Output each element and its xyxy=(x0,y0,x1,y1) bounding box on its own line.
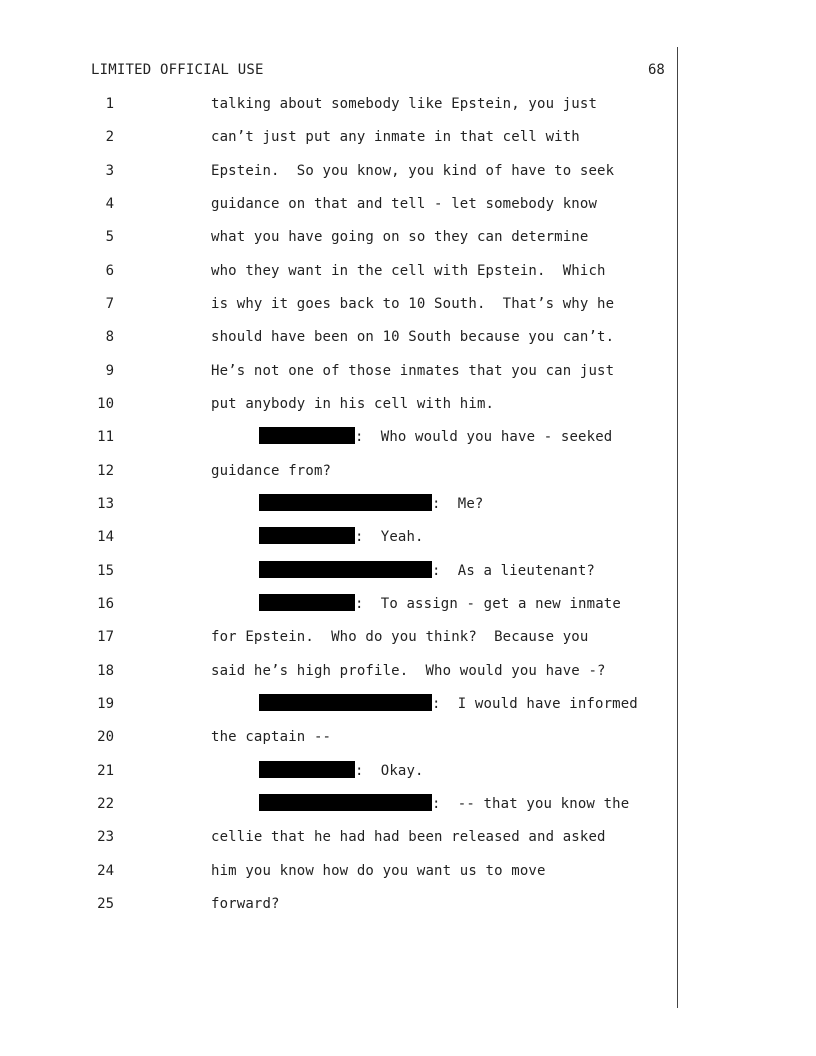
line-text: said he’s high profile. Who would you have -? xyxy=(211,663,606,679)
line-number: 1 xyxy=(105,96,114,112)
transcript-line xyxy=(0,361,676,381)
speaker-line xyxy=(259,561,595,581)
transcript-line xyxy=(0,861,676,881)
line-text: Epstein. So you know, you kind of have to seek xyxy=(211,163,615,179)
line-number: 5 xyxy=(105,229,114,245)
line-text: : I would have informed xyxy=(432,696,638,712)
line-number: 22 xyxy=(97,796,114,812)
line-number: 19 xyxy=(97,696,114,712)
transcript-line xyxy=(0,727,676,747)
transcript-line xyxy=(0,127,676,147)
line-number: 6 xyxy=(105,263,114,279)
line-number: 3 xyxy=(105,163,114,179)
line-number: 8 xyxy=(105,329,114,345)
line-number: 10 xyxy=(97,396,114,412)
transcript-line xyxy=(0,761,676,781)
speaker-line xyxy=(259,494,483,514)
page-number: 68 xyxy=(648,62,665,78)
transcript-line xyxy=(0,827,676,847)
speaker-line xyxy=(259,761,424,781)
transcript-line xyxy=(0,461,676,481)
speaker-line xyxy=(259,794,629,814)
line-text: who they want in the cell with Epstein. Which xyxy=(211,263,606,279)
transcript-line xyxy=(0,427,676,447)
page-header-classification: LIMITED OFFICIAL USE xyxy=(91,62,264,78)
redaction-bar xyxy=(259,494,432,511)
line-number: 20 xyxy=(97,729,114,745)
speaker-line xyxy=(259,527,424,547)
line-text: guidance from? xyxy=(211,463,332,479)
transcript-line xyxy=(0,561,676,581)
speaker-line xyxy=(259,694,638,714)
line-number: 24 xyxy=(97,863,114,879)
transcript-line xyxy=(0,494,676,514)
transcript-line xyxy=(0,694,676,714)
line-text: is why it goes back to 10 South. That’s why he xyxy=(211,296,615,312)
line-number: 15 xyxy=(97,563,114,579)
speaker-line xyxy=(259,427,612,447)
line-number: 13 xyxy=(97,496,114,512)
line-text: : To assign - get a new inmate xyxy=(355,596,621,612)
line-text: him you know how do you want us to move xyxy=(211,863,546,879)
redaction-bar xyxy=(259,561,432,578)
line-number: 4 xyxy=(105,196,114,212)
transcript-line xyxy=(0,527,676,547)
line-text: : Okay. xyxy=(355,763,424,779)
line-text: talking about somebody like Epstein, you just xyxy=(211,96,598,112)
line-number: 12 xyxy=(97,463,114,479)
line-text: : Yeah. xyxy=(355,529,424,545)
redaction-bar xyxy=(259,594,355,611)
line-text: for Epstein. Who do you think? Because you xyxy=(211,629,589,645)
redaction-bar xyxy=(259,761,355,778)
line-number: 23 xyxy=(97,829,114,845)
line-text: the captain -- xyxy=(211,729,332,745)
line-text: guidance on that and tell - let somebody know xyxy=(211,196,598,212)
redaction-bar xyxy=(259,794,432,811)
transcript-line xyxy=(0,261,676,281)
line-number: 9 xyxy=(105,363,114,379)
transcript-line xyxy=(0,794,676,814)
line-number: 14 xyxy=(97,529,114,545)
transcript-line xyxy=(0,594,676,614)
line-text: : As a lieutenant? xyxy=(432,563,595,579)
line-text: cellie that he had had been released and asked xyxy=(211,829,606,845)
line-text: should have been on 10 South because you can’t. xyxy=(211,329,615,345)
line-number: 17 xyxy=(97,629,114,645)
line-number: 18 xyxy=(97,663,114,679)
line-text: forward? xyxy=(211,896,280,912)
transcript-line xyxy=(0,94,676,114)
line-number: 21 xyxy=(97,763,114,779)
transcript-line xyxy=(0,894,676,914)
redaction-bar xyxy=(259,694,432,711)
transcript-line xyxy=(0,627,676,647)
line-text: can’t just put any inmate in that cell with xyxy=(211,129,580,145)
line-text: : Me? xyxy=(432,496,484,512)
transcript-line xyxy=(0,161,676,181)
redaction-bar xyxy=(259,427,355,444)
line-text: put anybody in his cell with him. xyxy=(211,396,495,412)
transcript-line xyxy=(0,294,676,314)
line-number: 2 xyxy=(105,129,114,145)
line-number: 16 xyxy=(97,596,114,612)
line-text: He’s not one of those inmates that you can just xyxy=(211,363,615,379)
redaction-bar xyxy=(259,527,355,544)
transcript-line xyxy=(0,394,676,414)
line-text: : Who would you have - seeked xyxy=(355,429,613,445)
line-number: 11 xyxy=(97,429,114,445)
line-text: what you have going on so they can determine xyxy=(211,229,589,245)
speaker-line xyxy=(259,594,621,614)
transcript-line xyxy=(0,194,676,214)
transcript-line xyxy=(0,327,676,347)
transcript-line xyxy=(0,661,676,681)
line-number: 7 xyxy=(105,296,114,312)
line-text: : -- that you know the xyxy=(432,796,630,812)
line-number: 25 xyxy=(97,896,114,912)
transcript-line xyxy=(0,227,676,247)
